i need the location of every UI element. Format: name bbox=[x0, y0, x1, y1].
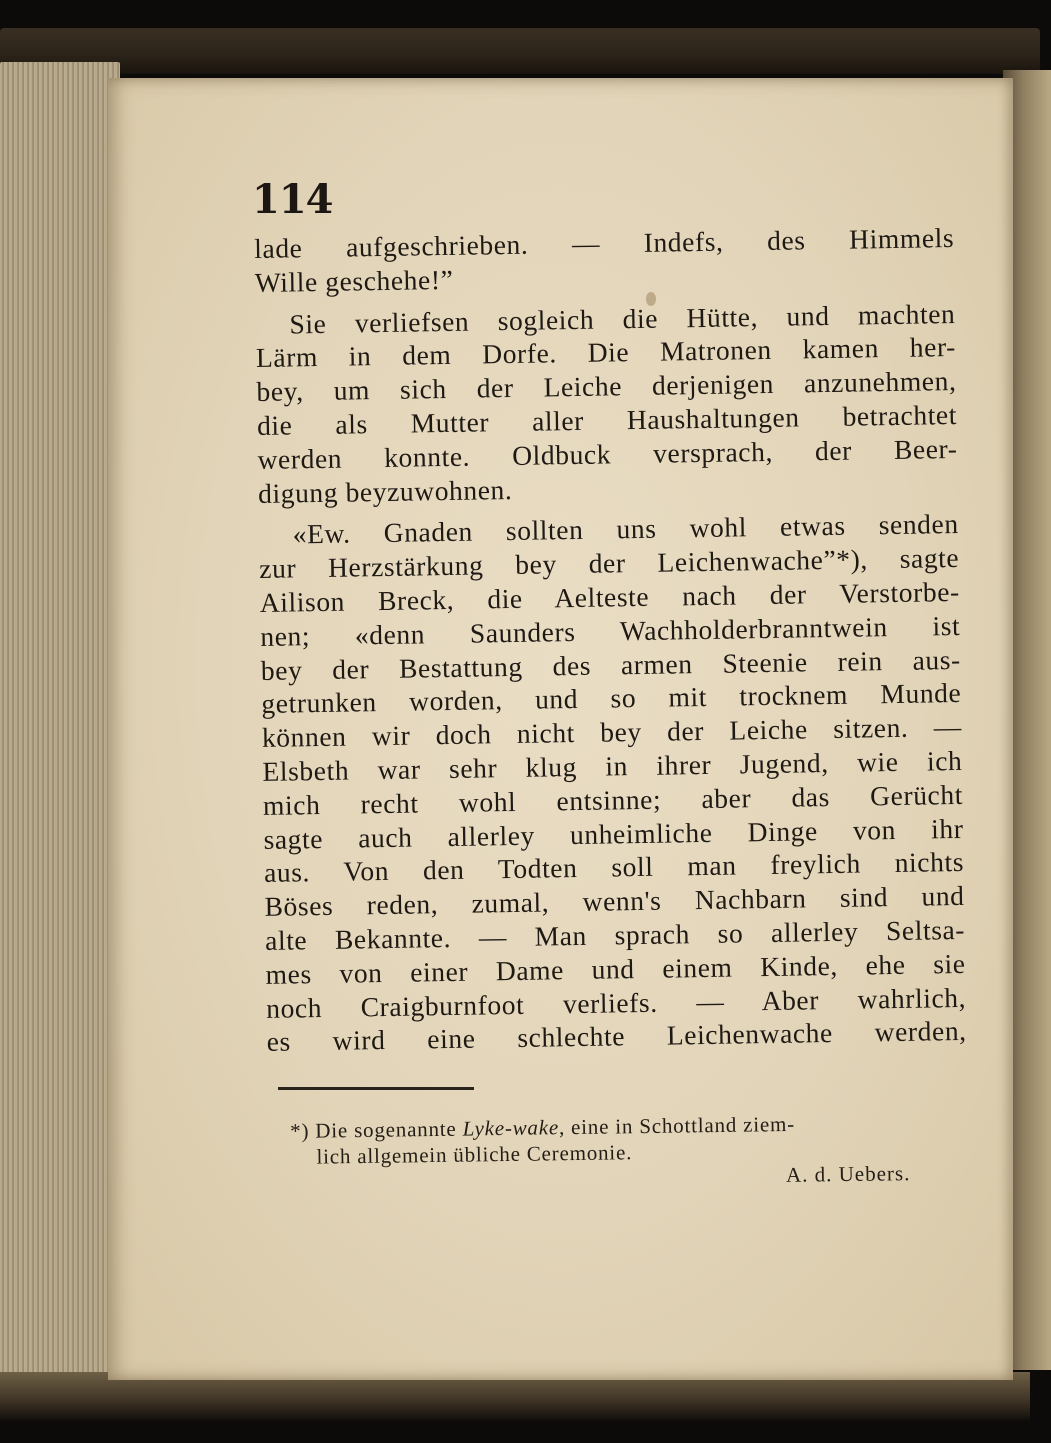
text-line: Elsbeth war sehr klug in ihrer Jugend, wie ich bbox=[262, 744, 963, 787]
text-line: Böses reden, zumal, wenn's Nachbarn sind und bbox=[264, 880, 965, 923]
text-line: die als Mutter aller Haushaltungen betrachtet bbox=[256, 398, 958, 441]
footnote-marker: *) bbox=[290, 1118, 310, 1143]
footnote-prefix: Die sogenannte bbox=[315, 1116, 457, 1143]
text-line: Sie verliefsen sogleich die Hütte, und machten bbox=[289, 297, 956, 340]
text-line: Ailison Breck, die Aelteste nach der Verstorbe- bbox=[259, 575, 960, 618]
footnote-rule bbox=[278, 1087, 474, 1090]
page-number: 114 bbox=[252, 176, 333, 223]
text-line: sagte auch allerley unheimliche Dinge von ihr bbox=[263, 812, 964, 855]
text-line: Lärm in dem Dorfe. Die Matronen kamen her- bbox=[255, 331, 957, 374]
text-line: «Ew. Gnaden sollten uns wohl etwas senden bbox=[292, 508, 959, 550]
footnote-rest: , eine in Schottland ziem- bbox=[558, 1111, 796, 1140]
text-line: bey, um sich der Leiche derjenigen anzunehmen, bbox=[256, 365, 957, 408]
text-line: nen; «denn Saunders Wachholderbranntwein ist bbox=[260, 609, 961, 652]
text-line: noch Craigburnfoot verliefs. — Aber wahrlich, bbox=[265, 981, 967, 1024]
text-line: alte Bekannte. — Man sprach so allerley Seltsa- bbox=[264, 913, 966, 956]
page-edges bbox=[0, 62, 120, 1382]
footnote-line-2: lich allgemein übliche Ceremonie. bbox=[316, 1140, 633, 1169]
book-cover-top bbox=[0, 28, 1040, 74]
body-text bbox=[254, 221, 967, 1059]
text-line: getrunken worden, und so mit trocknem Munde bbox=[261, 677, 962, 720]
text-line: werden konnte. Oldbuck versprach, der Beer- bbox=[257, 432, 958, 475]
footnote-term: Lyke-wake bbox=[462, 1115, 560, 1141]
text-line: lade aufgeschrieben. — Indefs, des Himmels bbox=[254, 222, 955, 264]
text-line: können wir doch nicht bey der Leiche sitzen. — bbox=[261, 711, 963, 754]
text-line: Wille geschehe!” bbox=[254, 263, 454, 298]
text-line: mich recht wohl entsinne; aber das Gerücht bbox=[262, 778, 964, 821]
translator-attribution: A. d. Uebers. bbox=[785, 1161, 911, 1187]
text-line: bey der Bestattung des armen Steenie rein aus- bbox=[260, 643, 962, 686]
text-line: zur Herzstärkung bey der Leichenwache”*), sagte bbox=[259, 542, 960, 585]
text-line: aus. Von den Todten soll man freylich nichts bbox=[263, 846, 965, 889]
text-line: es wird eine schlechte Leichenwache werden, bbox=[266, 1015, 967, 1058]
text-line: mes von einer Dame und einem Kinde, ehe sie bbox=[265, 947, 966, 990]
text-line: digung beyzuwohnen. bbox=[257, 473, 513, 509]
